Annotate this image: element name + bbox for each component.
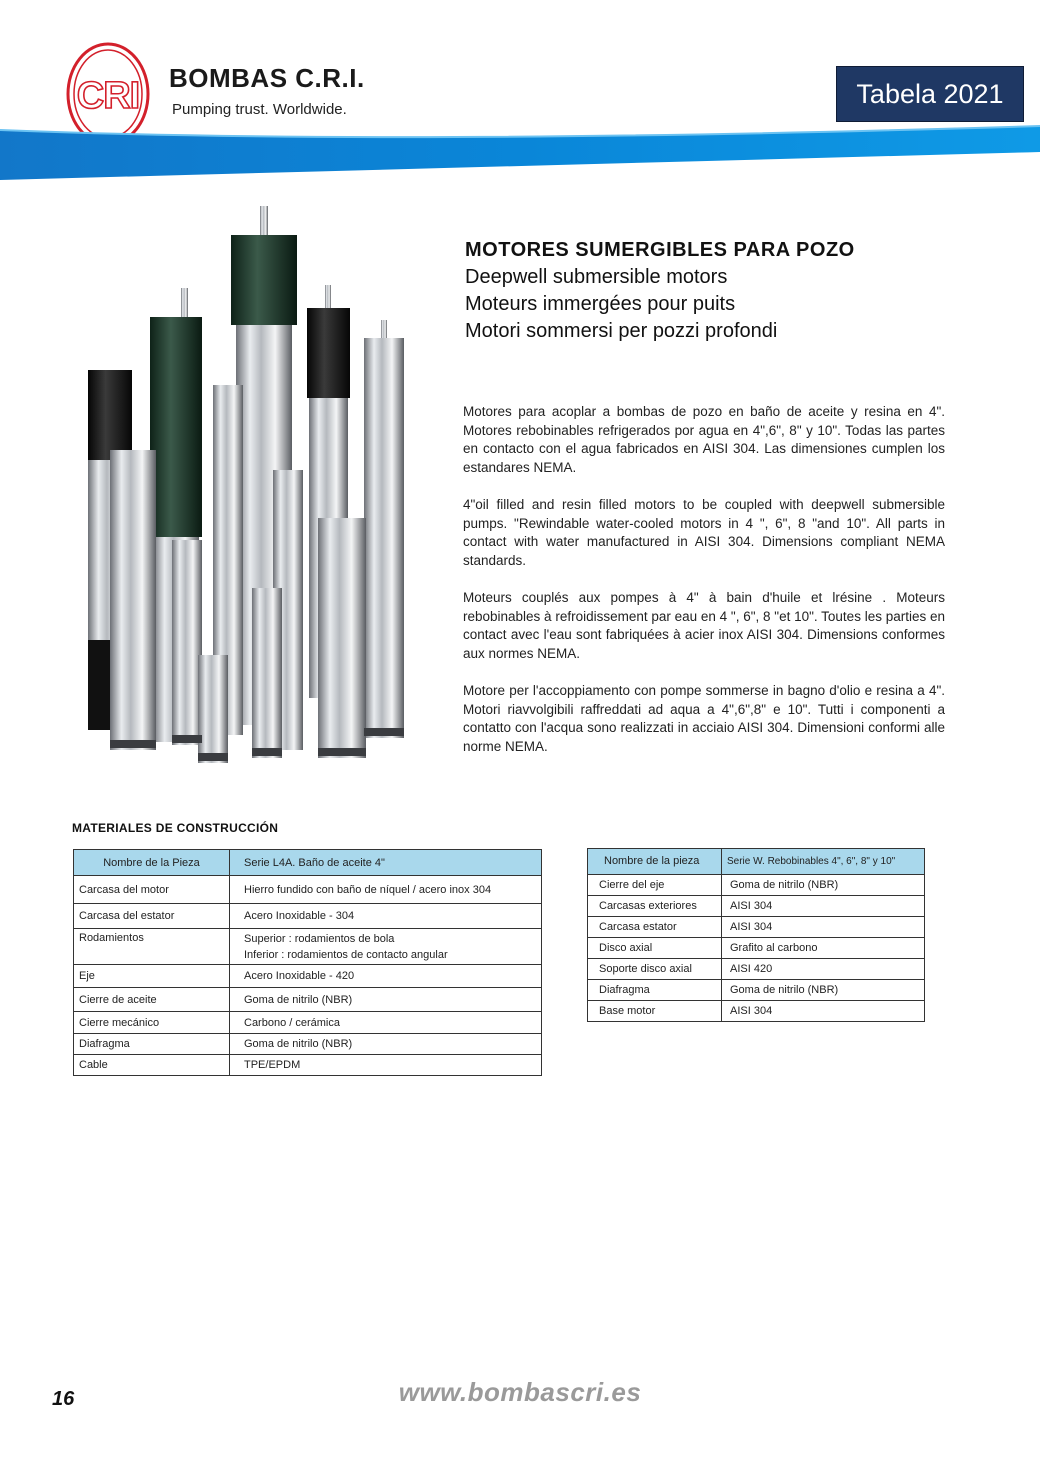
table-cell: Diafragma: [74, 1034, 230, 1055]
logo-text: CRI: [76, 75, 140, 117]
materials-table-l4a: [73, 849, 542, 1076]
table-cell: AISI 304: [722, 1001, 925, 1022]
table-cell: Carcasa del motor: [74, 876, 230, 904]
product-title: MOTORES SUMERGIBLES PARA POZO: [465, 239, 855, 261]
materials-heading: MATERIALES DE CONSTRUCCIÓN: [72, 821, 279, 835]
tabela-badge: Tabela 2021: [836, 66, 1024, 122]
table-header: Serie W. Rebobinables 4", 6", 8" y 10": [722, 849, 925, 875]
description-spanish: Motores para acoplar a bombas de pozo en baño de aceite y resina en 4". Motores rebobinables refrigerados por agua en 4",6", 8" y 10". Todas las partes en contacto con el agua fabricados en AISI 304. Las dimensiones cumplen los estandares NEMA.: [463, 404, 945, 475]
brand-name: BOMBAS C.R.I.: [169, 63, 365, 93]
table-cell: Rodamientos: [74, 929, 230, 965]
table-cell: Soporte disco axial: [588, 959, 722, 980]
table-cell: Acero Inoxidable - 420: [230, 965, 542, 988]
page-number: 16: [52, 1388, 75, 1410]
description-english: 4"oil filled and resin filled motors to be coupled with deepwell submersible pumps. "Rewindable water-cooled motors in 4 ", 6", 8 "and 10". All parts in contact with water manufactured in AISI 304. Dimensions compliant NEMA standards.: [463, 497, 945, 568]
table-cell: Carcasa estator: [588, 917, 722, 938]
table-cell-line: Superior : rodamientos de bola: [244, 932, 395, 945]
subtitle-english: Deepwell submersible motors: [465, 266, 728, 288]
table-cell: Hierro fundido con baño de níquel / acero inox 304: [230, 876, 542, 904]
table-header: Serie L4A. Baño de aceite 4": [230, 850, 542, 876]
table-cell: Base motor: [588, 1001, 722, 1022]
subtitle-french: Moteurs immergées pour puits: [465, 293, 736, 315]
table-cell: Acero Inoxidable - 304: [230, 904, 542, 929]
table-cell: Disco axial: [588, 938, 722, 959]
table-cell: Carcasas exteriores: [588, 896, 722, 917]
table-cell: Carcasa del estator: [74, 904, 230, 929]
table-cell: AISI 304: [722, 917, 925, 938]
website-link[interactable]: www.bombascri.es: [398, 1377, 642, 1407]
table-cell: AISI 420: [722, 959, 925, 980]
description-french: Moteurs couplés aux pompes à 4" à bain d'huile et lrésine . Moteurs rebobinables à refroidissement par eau en 4 ", 6", 8 "et 10". Toutes les parties en contact avec l'eau sont fabriquées à acier inox AISI 304. Dimensions conformes aux normes NEMA.: [463, 590, 945, 661]
subtitle-italian: Motori sommersi per pozzi profondi: [465, 320, 778, 342]
table-header: Nombre de la pieza: [588, 849, 722, 875]
table-cell: Carbono / cerámica: [230, 1012, 542, 1034]
table-header: Nombre de la Pieza: [74, 850, 230, 876]
header-banner: [0, 120, 1040, 190]
motors-photo: [80, 200, 420, 765]
description-italian: Motore per l'accoppiamento con pompe sommerse in bagno d'olio e resina a 4". Motori riavvolgibili raffreddati ad aqua a 4",6",8" e 10". Tutti i componenti a contatto con l'acqua sono realizzati in acciaio AISI 304. Dimensioni conformi alle norme NEMA.: [463, 683, 945, 754]
table-cell: Goma de nitrilo (NBR): [722, 875, 925, 896]
table-cell: Goma de nitrilo (NBR): [230, 1034, 542, 1055]
table-cell: Cierre de aceite: [74, 988, 230, 1012]
table-cell: Cierre del eje: [588, 875, 722, 896]
table-cell: Grafito al carbono: [722, 938, 925, 959]
table-cell: Goma de nitrilo (NBR): [230, 988, 542, 1012]
table-cell: AISI 304: [722, 896, 925, 917]
brand-tagline: Pumping trust. Worldwide.: [172, 101, 347, 118]
table-cell: Cable: [74, 1055, 230, 1076]
table-cell: Diafragma: [588, 980, 722, 1001]
materials-table-w: [587, 848, 925, 1022]
table-cell: Eje: [74, 965, 230, 988]
table-cell: Goma de nitrilo (NBR): [722, 980, 925, 1001]
table-cell: TPE/EPDM: [230, 1055, 542, 1076]
table-cell: Cierre mecánico: [74, 1012, 230, 1034]
table-cell-line: Inferior : rodamientos de contacto angular: [244, 948, 448, 961]
